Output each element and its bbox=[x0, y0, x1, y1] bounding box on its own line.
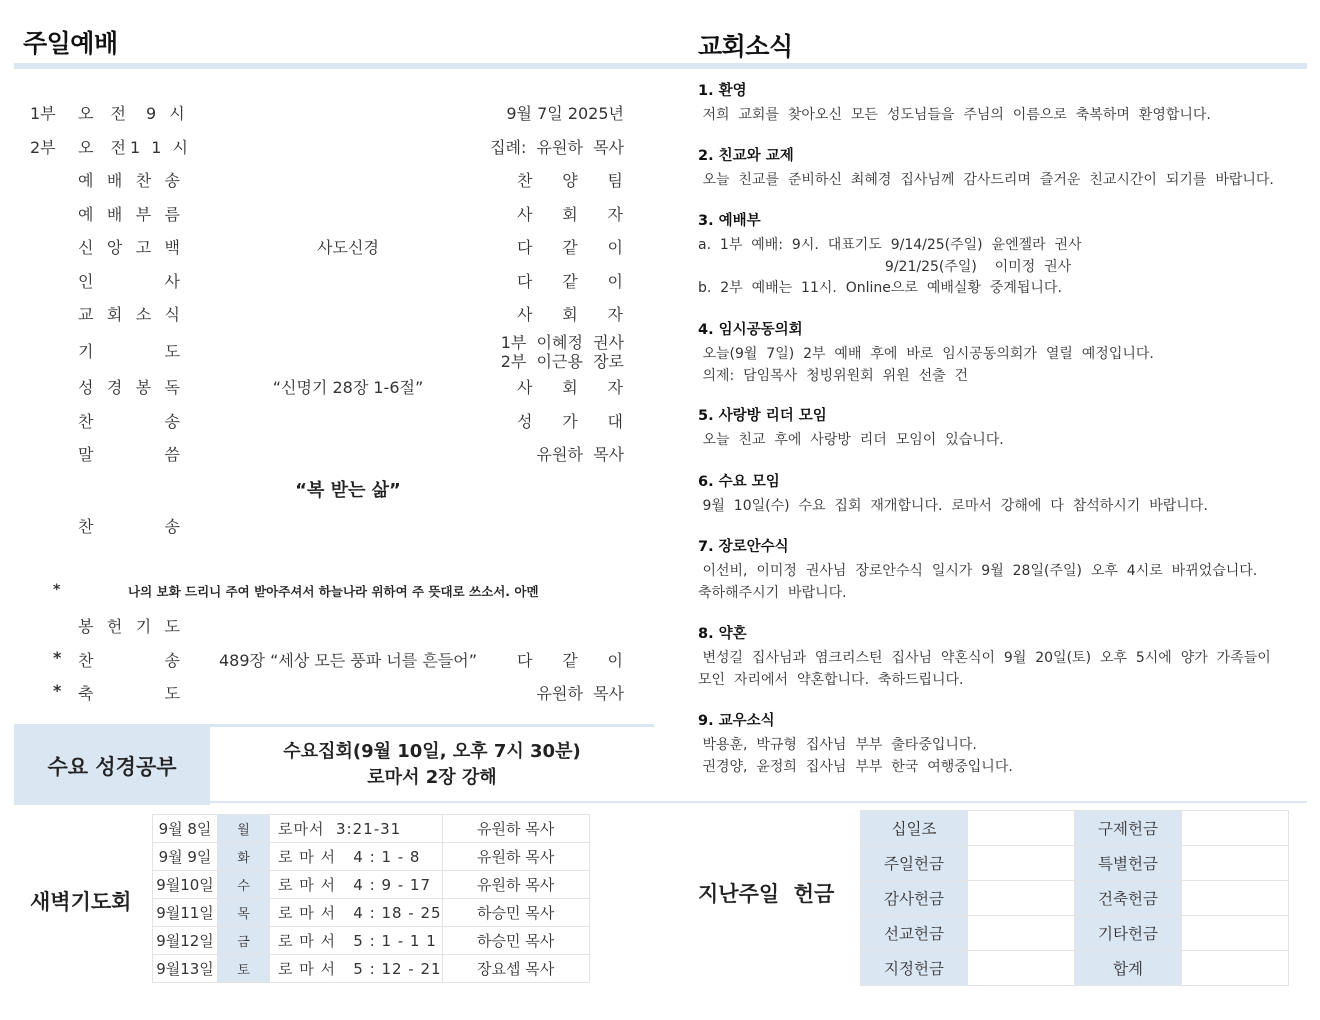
prayer-leader-1: 1부 이혜정 권사 bbox=[500, 333, 624, 352]
news-title: 6. 수요 모임 bbox=[698, 474, 780, 490]
news-line: a. 1부 예배: 9시. 대표기도 9/14/25(주일) 윤엔젤라 권사 bbox=[698, 237, 1082, 253]
order-item bbox=[0, 202, 660, 232]
news-line: 이선비, 이미정 권사님 장로안수식 일시가 9월 28일(주일) 오후 4시로 바뀌었습니다. bbox=[698, 563, 1258, 579]
order-item bbox=[0, 614, 660, 644]
order-item-name: 신 앙 고 백 bbox=[78, 238, 180, 257]
service-date: 9월 7일 2025년 bbox=[506, 104, 624, 123]
table-row bbox=[861, 811, 1289, 846]
order-item-detail: “신명기 28장 1-6절” bbox=[272, 378, 424, 397]
order-item-name: 봉 헌 기 도 bbox=[78, 617, 180, 636]
offering-amount bbox=[1182, 846, 1289, 881]
offering-table bbox=[860, 810, 1289, 986]
table-row bbox=[153, 899, 590, 927]
dawn-speaker: 유원하 목사 bbox=[442, 843, 589, 871]
offering-hymn-text: 나의 보화 드리니 주여 받아주셔서 하늘나라 위하여 주 뜻대로 쓰소서. 아멘 bbox=[128, 584, 539, 599]
part2-label: 2부 bbox=[30, 138, 56, 157]
table-row bbox=[153, 843, 590, 871]
table-row bbox=[153, 927, 590, 955]
news-item bbox=[698, 622, 1298, 691]
order-item-leader: 다 같 이 bbox=[517, 272, 623, 291]
news-line: 9월 10일(수) 수요 집회 재개합니다. 로마서 강해에 다 참석하시기 바랍니다. bbox=[698, 498, 1208, 514]
news-item bbox=[698, 404, 1298, 452]
order-item-leader: 유원하 목사 bbox=[536, 684, 624, 703]
order-item bbox=[0, 168, 660, 198]
dawn-weekday: 월 bbox=[218, 815, 270, 843]
offering-amount bbox=[1182, 951, 1289, 986]
part1-time: 오 전 bbox=[78, 104, 132, 123]
offering-amount bbox=[1182, 916, 1289, 951]
news-item bbox=[698, 144, 1298, 192]
wednesday-line-2: 로마서 2장 강해 bbox=[367, 767, 497, 788]
order-item-name: 교 회 소 식 bbox=[78, 305, 180, 324]
order-item-leader: 찬 양 팀 bbox=[517, 171, 623, 190]
dawn-weekday: 금 bbox=[218, 927, 270, 955]
dawn-prayer-label: 새벽기도회 bbox=[30, 890, 132, 914]
news-title: 1. 환영 bbox=[698, 83, 747, 99]
news-item bbox=[698, 318, 1298, 387]
order-item bbox=[0, 409, 660, 439]
service-part2 bbox=[0, 135, 660, 165]
offering-amount bbox=[968, 951, 1075, 986]
news-line: b. 2부 예배는 11시. Online으로 예배실황 중계됩니다. bbox=[698, 280, 1062, 296]
dawn-date: 9월 9일 bbox=[153, 843, 218, 871]
offering-amount bbox=[968, 881, 1075, 916]
order-item-name: 축 도 bbox=[78, 684, 180, 703]
order-item-name: 찬 송 bbox=[78, 651, 180, 670]
section-divider bbox=[14, 801, 1307, 803]
offering-type: 구제헌금 bbox=[1075, 811, 1182, 846]
offering-amount bbox=[968, 811, 1075, 846]
dawn-date: 9월11일 bbox=[153, 899, 218, 927]
service-leader: 집례: 유원하 목사 bbox=[490, 138, 624, 157]
news-item bbox=[698, 470, 1298, 518]
offering-type: 지정헌금 bbox=[861, 951, 968, 986]
wednesday-study bbox=[14, 724, 654, 805]
news-line: 9/21/25(주일) 이미정 권사 bbox=[698, 258, 1072, 275]
offering-amount bbox=[1182, 881, 1289, 916]
order-item bbox=[0, 442, 660, 472]
news-title: 3. 예배부 bbox=[698, 213, 761, 229]
news-item bbox=[698, 79, 1298, 127]
offering-amount bbox=[968, 916, 1075, 951]
order-item-leader: 사 회 자 bbox=[517, 305, 623, 324]
news-line: 박용훈, 박규형 집사님 부부 출타중입니다. bbox=[698, 737, 977, 753]
news-line: 저희 교회를 찾아오신 모든 성도님들을 주님의 이름으로 축복하며 환영합니다. bbox=[698, 107, 1211, 123]
news-item bbox=[698, 209, 1298, 300]
order-item-name: 찬 송 bbox=[78, 412, 180, 431]
order-item-detail: 사도신경 bbox=[317, 238, 379, 257]
order-item-leader: 사 회 자 bbox=[517, 378, 623, 397]
table-row bbox=[861, 951, 1289, 986]
part2-time: 오 전 bbox=[78, 138, 132, 157]
dawn-speaker: 유원하 목사 bbox=[442, 871, 589, 899]
news-title: 2. 친교와 교제 bbox=[698, 148, 794, 164]
prayer-leader-2: 2부 이근용 장로 bbox=[500, 352, 624, 371]
order-item bbox=[0, 375, 660, 405]
part1-label: 1부 bbox=[30, 104, 56, 123]
dawn-speaker: 하승민 목사 bbox=[442, 927, 589, 955]
news-line: 모인 자리에서 약혼합니다. 축하드립니다. bbox=[698, 671, 964, 688]
dawn-passage: 로 마 서 5 : 12 - 21 bbox=[270, 955, 443, 983]
order-item-leader: 다 같 이 bbox=[517, 238, 623, 257]
dawn-date: 9월 8일 bbox=[153, 815, 218, 843]
order-item bbox=[0, 235, 660, 265]
news-title: 7. 장로안수식 bbox=[698, 539, 789, 555]
news-title: 9. 교우소식 bbox=[698, 713, 775, 729]
news-line: 권경양, 윤정희 집사님 부부 한국 여행중입니다. bbox=[698, 758, 1013, 775]
news-item bbox=[698, 535, 1298, 604]
dawn-date: 9월13일 bbox=[153, 955, 218, 983]
order-item-leader: 사 회 자 bbox=[517, 205, 623, 224]
dawn-speaker: 하승민 목사 bbox=[442, 899, 589, 927]
table-row bbox=[153, 815, 590, 843]
order-item bbox=[0, 269, 660, 299]
news-line: 변성길 집사님과 염크리스틴 집사님 약혼식이 9월 20일(토) 오후 5시에 양가 가족들이 bbox=[698, 650, 1271, 666]
news-line: 오늘 친교를 준비하신 최혜경 집사님께 감사드리며 즐거운 친교시간이 되기를 바랍니다. bbox=[698, 172, 1274, 188]
order-item-leader: 성 가 대 bbox=[517, 412, 623, 431]
wednesday-label: 수요 성경공부 bbox=[14, 727, 210, 805]
order-item bbox=[0, 648, 660, 678]
news-line: 의제: 담임목사 청빙위원회 위원 선출 건 bbox=[698, 367, 969, 384]
dawn-passage: 로 마 서 4 : 1 - 8 bbox=[270, 843, 443, 871]
dawn-weekday: 수 bbox=[218, 871, 270, 899]
news-line: 오늘 친교 후에 사랑방 리더 모임이 있습니다. bbox=[698, 432, 1004, 448]
news-title: 4. 임시공동의회 bbox=[698, 322, 803, 338]
order-item-leader: 유원하 목사 bbox=[536, 445, 624, 464]
offering-type: 감사헌금 bbox=[861, 881, 968, 916]
star-mark: * bbox=[53, 582, 61, 598]
dawn-passage: 로마서 3:21-31 bbox=[270, 815, 443, 843]
part2-hour: 1 1 시 bbox=[130, 138, 191, 157]
header-divider bbox=[14, 63, 1307, 69]
order-item bbox=[0, 302, 660, 332]
offering-label: 지난주일 헌금 bbox=[698, 882, 835, 906]
news-line: 축하해주시기 바랍니다. bbox=[698, 584, 847, 601]
star-mark: * bbox=[53, 681, 62, 700]
left-title: 주일예배 bbox=[23, 29, 118, 58]
dawn-prayer-table bbox=[152, 814, 590, 983]
offering-type: 선교헌금 bbox=[861, 916, 968, 951]
order-item bbox=[0, 681, 660, 711]
dawn-weekday: 목 bbox=[218, 899, 270, 927]
order-item-name: 예 배 부 름 bbox=[78, 205, 180, 224]
right-title: 교회소식 bbox=[698, 32, 793, 61]
offering-type: 합계 bbox=[1075, 951, 1182, 986]
sermon-title: “복 받는 삶” bbox=[295, 480, 401, 501]
order-item-prayer bbox=[0, 330, 660, 370]
dawn-speaker: 유원하 목사 bbox=[442, 815, 589, 843]
order-item-name: 기 도 bbox=[78, 342, 180, 361]
dawn-passage: 로 마 서 4 : 18 - 25 bbox=[270, 899, 443, 927]
dawn-weekday: 토 bbox=[218, 955, 270, 983]
wednesday-detail bbox=[210, 739, 654, 791]
news-title: 8. 약혼 bbox=[698, 626, 747, 642]
offering-amount bbox=[968, 846, 1075, 881]
news-line: 오늘(9월 7일) 2부 예배 후에 바로 임시공동의회가 열릴 예정입니다. bbox=[698, 346, 1154, 362]
offering-amount bbox=[1182, 811, 1289, 846]
news-item bbox=[698, 709, 1298, 778]
dawn-date: 9월10일 bbox=[153, 871, 218, 899]
dawn-weekday: 화 bbox=[218, 843, 270, 871]
table-row bbox=[861, 916, 1289, 951]
offering-type: 특별헌금 bbox=[1075, 846, 1182, 881]
dawn-date: 9월12일 bbox=[153, 927, 218, 955]
order-item bbox=[0, 514, 660, 544]
offering-type: 기타헌금 bbox=[1075, 916, 1182, 951]
order-item-leader: 다 같 이 bbox=[517, 651, 623, 670]
part1-hour: 9 시 bbox=[146, 104, 189, 123]
order-item-name: 예 배 찬 송 bbox=[78, 171, 180, 190]
offering-type: 건축헌금 bbox=[1075, 881, 1182, 916]
service-part1 bbox=[0, 101, 660, 131]
news-title: 5. 사랑방 리더 모임 bbox=[698, 408, 827, 424]
table-row bbox=[153, 871, 590, 899]
star-mark: * bbox=[53, 648, 62, 667]
dawn-speaker: 장요셉 목사 bbox=[442, 955, 589, 983]
order-item-name: 찬 송 bbox=[78, 517, 180, 536]
order-item-name: 말 씀 bbox=[78, 445, 180, 464]
dawn-passage: 로 마 서 4 : 9 - 17 bbox=[270, 871, 443, 899]
offering-type: 십일조 bbox=[861, 811, 968, 846]
table-row bbox=[861, 881, 1289, 916]
offering-type: 주일헌금 bbox=[861, 846, 968, 881]
order-item-detail: 489장 “세상 모든 풍파 너를 흔들어” bbox=[218, 651, 478, 670]
wednesday-line-1: 수요집회(9월 10일, 오후 7시 30분) bbox=[283, 741, 581, 762]
order-item-name: 성 경 봉 독 bbox=[78, 378, 180, 397]
dawn-passage: 로 마 서 5 : 1 - 1 1 bbox=[270, 927, 443, 955]
table-row bbox=[153, 955, 590, 983]
table-row bbox=[861, 846, 1289, 881]
order-item-name: 인 사 bbox=[78, 272, 180, 291]
